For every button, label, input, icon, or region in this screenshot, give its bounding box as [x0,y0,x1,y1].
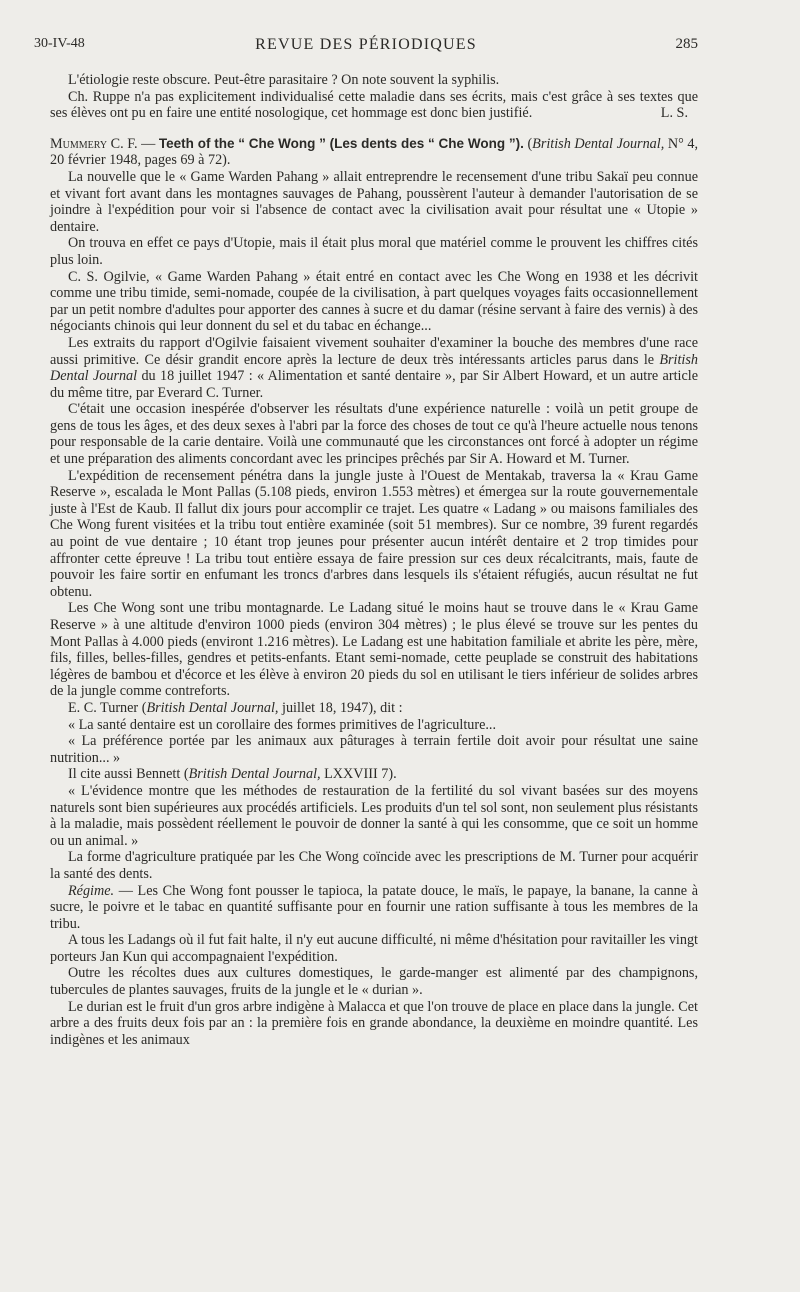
paragraph-17: Le durian est le fruit d'un gros arbre indigène à Malacca et que l'on trouve de place en place dans la jungle. Cet arbre a des fruits deux fois par an : la première fois en grande abondance, la deuxième en moindre quantité. Les indigènes et les animaux [50,998,698,1048]
paragraph-12: « L'évidence montre que les méthodes de restauration de la fertilité du sol vivant basées sur des moyens naturels sont bien supérieures aux procédés artificiels. Les produits d'un tel sol sont, non seulement plus résistants à la maladie, mais possèdent réellement le pouvoir de donner la santé à qui les consomme, que ce soit un homme ou un animal. » [50,782,698,849]
paragraph-8-text-a: E. C. Turner ( [68,699,147,716]
paragraph-11-text-a: Il cite aussi Bennett ( [68,766,189,783]
paragraph-8 [50,700,698,717]
paragraph-14-label: Régime. [68,882,115,899]
entry-title: Teeth of the “ Che Wong ” (Les dents des “ Che Wong ”). [158,135,524,151]
paragraph-13: La forme d'agriculture pratiquée par les Che Wong coïncide avec les prescriptions de M. Turner pour acquérir la santé des dents. [50,849,698,882]
paragraph-4-journal: British Dental Journal [50,351,698,385]
paragraph-8-journal: British Dental Journal, [146,699,279,716]
paragraph-4-text-b: du 18 juillet 1947 : « Alimentation et santé dentaire », par Sir Albert Howard, et un autre article du même titre, par Everard C. Turner. [50,368,699,401]
entry-journal: British Dental Journal, [532,135,665,152]
paragraph-4 [50,335,698,401]
entry-dash: — [137,135,159,152]
paragraph-11-journal: British Dental Journal, [188,766,321,783]
paragraph-9: « La santé dentaire est un corollaire des formes primitives de l'agriculture... [68,716,497,733]
paragraph-14-text: — Les Che Wong font pousser le tapioca, la patate douce, le maïs, le papaye, la banane, la canne à sucre, le poivre et le tabac en quantité suffisante pour en fournir une ration suffisante à tous les membres de la tribu. [50,882,698,932]
paragraph-8-text-b: juillet 18, 1947), dit : [278,699,403,716]
paragraph-15: A tous les Ladangs où il fut fait halte, il n'y eut aucune difficulté, ni même d'hésitation pour ravitailler les vingt porteurs Jan Kun qui accompagnaient l'expédition. [50,932,698,965]
paragraph-14 [50,883,698,933]
entry-citation: N° 4, 20 février 1948, pages 69 à 72). [50,135,698,169]
paragraph-2: On trouva en effet ce pays d'Utopie, mais il était plus moral que matériel comme le prouvent les chiffres cités plus loin. [50,235,698,268]
page-number: 285 [675,36,698,52]
running-title: REVUE DES PÉRIODIQUES [255,36,477,53]
carryover-paragraph-1: L'étiologie reste obscure. Peut-être parasitaire ? On note souvent la syphilis. [68,72,500,88]
header-date: 30-IV-48 [34,36,85,51]
review-signature: L. S. [660,105,688,122]
paragraph-6: L'expédition de recensement pénétra dans la jungle juste à l'Ouest de Mentakab, traversa la « Krau Game Reserve », escalada le Mont Pallas (5.108 pieds, environ 1.553 mètres) et émergea sur la route gouvernementale juste à l'Est de Kaub. Il fallut dix jours pour accomplir ce trajet. Les quatre « Ladang » ou maisons familiales des Che Wong furent visitées et la tribu tout entière examinée (soit 51 membres). Sur ce nombre, 39 furent regardés au point de vue dentaire ; 10 étant trop jeunes pour présenter aucun intérêt dentaire et 2 trop timides pour affronter cette épreuve ! La tribu tout entière essaya de faire pression sur ces deux récalcitrants, mais, faute de pouvoir les faire sortir en enfumant les troncs d'arbres dans lesquels ils s'étaient réfugiés, aucun résultat ne fut obtenu. [50,467,698,600]
paragraph-10: « La préférence portée par les animaux aux pâturages à terrain fertile doit avoir pour résultat une saine nutrition... » [50,733,698,766]
paragraph-1: La nouvelle que le « Game Warden Pahang » allait entreprendre le recensement d'une tribu Sakaï peu connue et vivant fort avant dans les montagnes sauvages de Pahang, poussèrent l'auteur à demander l'autorisation de se joindre à l'expédition pour voir si l'absence de contact avec la civilisation avait pour résultat une « Utopie » dentaire. [50,168,698,235]
paragraph-7: Les Che Wong sont une tribu montagnarde. Le Ladang situé le moins haut se trouve dans le « Krau Game Reserve » à une altitude d'environ 1000 pieds (environ 304 mètres) ; le plus élevé se trouve sur les pentes du Mont Pallas à 4.000 pieds (environt 1.216 mètres). Le Ladang est une habitation familiale et abrite les père, mère, fils, filles, belles-filles, gendres et petits-enfants. Etant semi-nomade, cette peuplade se construit des habitations légères de bambou et d'écorce et les élève à environ 20 pieds du sol en utilisant le tiers inférieur de solides arbres de la jungle comme contreforts. [50,600,698,700]
entry-author: Mummery C. F. [50,135,138,152]
paragraph-16: Outre les récoltes dues aux cultures domestiques, le garde-manger est alimenté par des champignons, tubercules de plantes sauvages, fruits de la jungle et le « durian ». [50,965,698,999]
entry-source-open: ( [523,135,533,152]
paragraph-11 [50,766,698,783]
page-header [34,36,698,58]
page-body [50,72,698,1048]
paragraph-11-text-b: LXXVIII 7). [320,766,397,783]
review-entry-heading [50,136,698,169]
paragraph-5: C'était une occasion inespérée d'observer les résultats d'une expérience naturelle : voilà un petit groupe de gens de tous les âges, et des deux sexes à l'abri par la force des choses de tout ce qu'à l'heure actuelle nous tenons pour responsable de la carie dentaire. Voilà une communauté que les circonstances ont forcé à adopter un régime et une préparation des aliments concordant avec les principes prêchés par Sir A. Howard et M. Turner. [50,401,698,468]
paragraph-4-text-a: Les extraits du rapport d'Ogilvie faisaient vivement souhaiter d'examiner la bouche des membres d'une race aussi primitive. Ce désir grandit encore après la lecture de deux très intéressants articles parus dans le [50,334,698,368]
carryover-paragraph-2: Ch. Ruppe n'a pas explicitement individualisé cette maladie dans ses écrits, mais c'est grâce à ses textes que ses élèves ont pu en faire une entité nosologique, cet hommage est donc bien justifié. [50,88,698,122]
paragraph-3: C. S. Ogilvie, « Game Warden Pahang » était entré en contact avec les Che Wong en 1938 et les décrivit comme une tribu timide, semi-nomade, coupée de la civilisation, à part quelques voyages faits occasionnellement par un petit nombre d'adultes pour apporter des cannes à sucre et du damar (résine servant à faire des vernis) à des négociants chinois qui leur donnent du sel et du tabac en échange... [50,268,698,335]
